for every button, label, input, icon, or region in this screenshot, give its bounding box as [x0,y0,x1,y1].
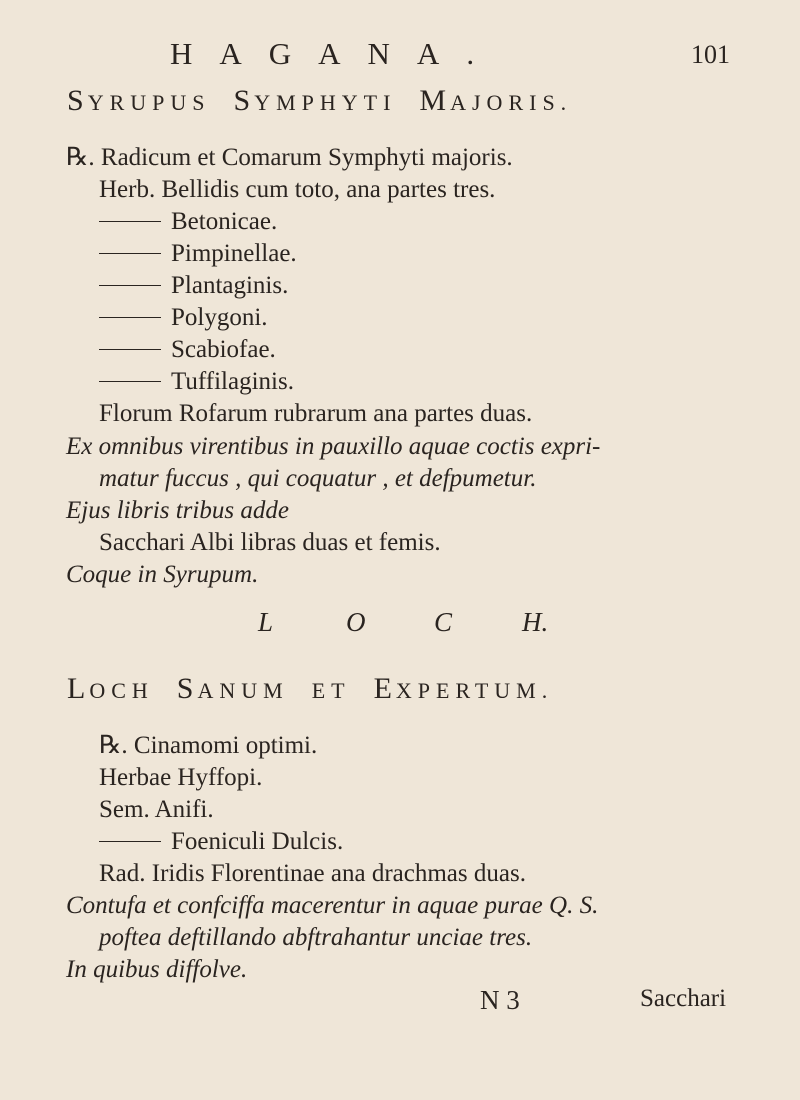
ditto-dash [99,253,161,254]
recipe-instruction: Coque in Syrupum. [66,561,259,588]
recipe-line: Sacchari Albi libras duas et femis. [99,529,441,556]
title-word: XPERTUM. [395,678,554,703]
title-initial: E [373,672,396,705]
title-word: YMPHYTI [254,90,397,115]
title-initial: L [67,672,90,705]
recipe-line: Pimpinellae. [99,241,297,266]
title-word: YRUPUS [87,90,211,115]
recipe-line: Herb. Bellidis cum toto, ana partes tres. [99,176,496,203]
recipe-instruction: In quibus diffolve. [66,956,248,983]
recipe-instruction: Contufa et confciffa macerentur in aquae purae Q. S. [66,892,599,919]
page-header [170,36,730,76]
title-initial: S [67,84,88,117]
ditto-dash [99,317,161,318]
title-initial: M [419,84,451,117]
signature-mark: N 3 [480,985,520,1015]
title-word: ET [311,678,351,703]
section-heading-loch: L O C H. [258,607,549,637]
recipe-instruction: Ejus libris tribus adde [66,497,289,524]
recipe-instruction: matur fuccus , qui coquatur , et defpumetur. [99,465,537,492]
ditto-dash [99,349,161,350]
recipe-line: Betonicae. [99,209,277,234]
title-word: OCH [89,678,154,703]
page-number: 101 [691,40,730,69]
recipe-line: Scabiofae. [99,337,276,362]
title-initial: S [233,84,255,117]
running-title: HAGANA. [170,36,502,71]
recipe-line: ℞. Cinamomi optimi. [99,732,318,759]
recipe-title-syrupus [67,84,572,118]
recipe-line: Tuffilaginis. [99,369,294,394]
recipe-line: Polygoni. [99,305,268,330]
ditto-dash [99,381,161,382]
title-initial: S [176,672,198,705]
title-word: AJORIS. [450,90,573,115]
recipe-title-loch [67,672,553,706]
ditto-dash [99,221,161,222]
recipe-line: Rad. Iridis Florentinae ana drachmas duas. [99,860,526,887]
recipe-line: ℞. Radicum et Comarum Symphyti majoris. [66,144,513,171]
recipe-line: Herbae Hyffopi. [99,764,263,791]
recipe-line: Foeniculi Dulcis. [99,829,343,854]
catchword: Sacchari [640,985,727,1012]
recipe-instruction: Ex omnibus virentibus in pauxillo aquae coctis expri- [66,433,601,460]
recipe-line: Florum Rofarum rubrarum ana partes duas. [99,400,533,427]
ditto-dash [99,285,161,286]
recipe-line: Plantaginis. [99,273,288,298]
recipe-instruction: poftea deftillando abftrahantur unciae tres. [99,924,533,951]
title-word: ANUM [197,678,289,703]
recipe-line: Sem. Anifi. [99,796,214,823]
ditto-dash [99,841,161,842]
